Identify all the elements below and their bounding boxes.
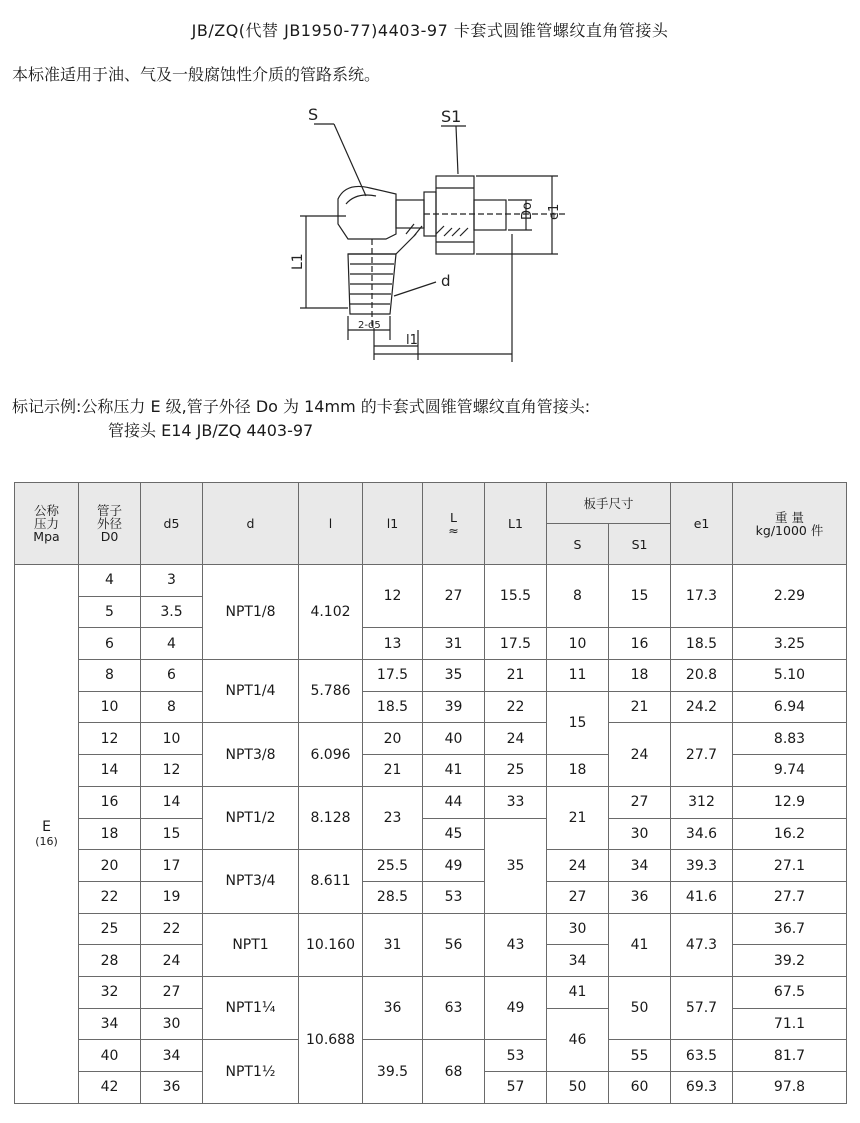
cell-L1: 35 (485, 818, 547, 913)
cell-s: 50 (547, 1072, 609, 1104)
cell-e1: 57.7 (671, 976, 733, 1039)
label-e1: e1 (547, 203, 562, 220)
cell-d0: 40 (79, 1040, 141, 1072)
cell-s1: 36 (609, 881, 671, 913)
cell-d5: 36 (141, 1072, 203, 1104)
cell-s: 30 (547, 913, 609, 945)
cell-d5: 24 (141, 945, 203, 977)
cell-l: 6.096 (299, 723, 363, 786)
cell-s: 11 (547, 660, 609, 692)
cell-s1: 21 (609, 691, 671, 723)
cell-L1: 25 (485, 755, 547, 787)
cell-weight: 27.1 (733, 850, 847, 882)
cell-d5: 34 (141, 1040, 203, 1072)
cell-d5: 3.5 (141, 596, 203, 628)
cell-s: 8 (547, 565, 609, 628)
marking-example-label: 标记示例:公称压力 E 级,管子外径 Do 为 14mm 的卡套式圆锥管螺纹直角管接头: (12, 397, 591, 416)
cell-L1: 17.5 (485, 628, 547, 660)
table-row (15, 818, 847, 850)
header-d: d (203, 483, 299, 565)
cell-e1: 17.3 (671, 565, 733, 628)
cell-L: 41 (423, 755, 485, 787)
cell-d5: 15 (141, 818, 203, 850)
cell-d5: 4 (141, 628, 203, 660)
cell-L1: 57 (485, 1072, 547, 1104)
cell-weight: 9.74 (733, 755, 847, 787)
table-row (15, 565, 847, 597)
cell-L1: 49 (485, 976, 547, 1039)
cell-d0: 12 (79, 723, 141, 755)
cell-d0: 4 (79, 565, 141, 597)
cell-d5: 17 (141, 850, 203, 882)
cell-l1: 20 (363, 723, 423, 755)
header-l: l (299, 483, 363, 565)
cell-s: 27 (547, 881, 609, 913)
cell-L1: 21 (485, 660, 547, 692)
cell-weight: 71.1 (733, 1008, 847, 1040)
cell-d5: 22 (141, 913, 203, 945)
cell-l1: 17.5 (363, 660, 423, 692)
table-row (15, 881, 847, 913)
cell-weight: 2.29 (733, 565, 847, 628)
cell-l1: 36 (363, 976, 423, 1039)
table-row (15, 786, 847, 818)
cell-weight: 39.2 (733, 945, 847, 977)
cell-l1: 12 (363, 565, 423, 628)
cell-e1: 63.5 (671, 1040, 733, 1072)
marking-example-value: 管接头 E14 JB/ZQ 4403-97 (108, 421, 314, 440)
pressure-cell: E (16) (15, 565, 79, 1104)
cell-d5: 8 (141, 691, 203, 723)
spec-table (14, 482, 847, 1104)
cell-e1: 18.5 (671, 628, 733, 660)
cell-s: 46 (547, 1008, 609, 1071)
cell-d0: 34 (79, 1008, 141, 1040)
cell-L: 31 (423, 628, 485, 660)
scope-statement: 本标准适用于油、气及一般腐蚀性介质的管路系统。 (12, 65, 381, 84)
cell-s1: 18 (609, 660, 671, 692)
cell-s: 15 (547, 691, 609, 754)
table-row (15, 723, 847, 755)
cell-s1: 34 (609, 850, 671, 882)
cell-d: NPT1/2 (203, 786, 299, 849)
table-row (15, 913, 847, 945)
cell-L1: 22 (485, 691, 547, 723)
cell-d0: 10 (79, 691, 141, 723)
cell-L: 45 (423, 818, 485, 850)
cell-L: 40 (423, 723, 485, 755)
cell-weight: 36.7 (733, 913, 847, 945)
cell-d0: 14 (79, 755, 141, 787)
cell-L: 44 (423, 786, 485, 818)
table-row (15, 850, 847, 882)
header-l1: l1 (363, 483, 423, 565)
cell-e1: 69.3 (671, 1072, 733, 1104)
cell-L: 49 (423, 850, 485, 882)
cell-d0: 32 (79, 976, 141, 1008)
cell-s: 18 (547, 755, 609, 787)
cell-s: 34 (547, 945, 609, 977)
header-d5: d5 (141, 483, 203, 565)
cell-d5: 10 (141, 723, 203, 755)
cell-d: NPT1½ (203, 1040, 299, 1103)
cell-s1: 60 (609, 1072, 671, 1104)
cell-s1: 16 (609, 628, 671, 660)
cell-l: 4.102 (299, 565, 363, 660)
cell-l: 8.128 (299, 786, 363, 849)
header-L1: L1 (485, 483, 547, 565)
cell-s1: 27 (609, 786, 671, 818)
cell-weight: 3.25 (733, 628, 847, 660)
label-d: d (441, 272, 451, 290)
cell-d0: 28 (79, 945, 141, 977)
label-do: Do (520, 202, 535, 220)
label-l1-upper: L1 (290, 253, 306, 270)
cell-d5: 3 (141, 565, 203, 597)
header-weight: 重 量 kg/1000 件 (733, 483, 847, 565)
cell-d5: 12 (141, 755, 203, 787)
cell-s1: 55 (609, 1040, 671, 1072)
cell-d5: 14 (141, 786, 203, 818)
cell-l1: 13 (363, 628, 423, 660)
cell-d: NPT3/8 (203, 723, 299, 786)
cell-d0: 25 (79, 913, 141, 945)
cell-weight: 6.94 (733, 691, 847, 723)
header-s: S (547, 524, 609, 565)
cell-weight: 12.9 (733, 786, 847, 818)
cell-e1: 312 (671, 786, 733, 818)
cell-d0: 6 (79, 628, 141, 660)
cell-weight: 16.2 (733, 818, 847, 850)
cell-d5: 30 (141, 1008, 203, 1040)
cell-s1: 50 (609, 976, 671, 1039)
header-wrench: 板手尺寸 (547, 483, 671, 524)
cell-e1: 47.3 (671, 913, 733, 976)
cell-s: 21 (547, 786, 609, 849)
cell-e1: 24.2 (671, 691, 733, 723)
cell-s1: 24 (609, 723, 671, 786)
cell-l1: 25.5 (363, 850, 423, 882)
cell-weight: 27.7 (733, 881, 847, 913)
label-s1: S1 (441, 107, 462, 126)
cell-l1: 28.5 (363, 881, 423, 913)
cell-L1: 33 (485, 786, 547, 818)
cell-d5: 27 (141, 976, 203, 1008)
cell-l1: 18.5 (363, 691, 423, 723)
header-s1: S1 (609, 524, 671, 565)
cell-s1: 15 (609, 565, 671, 628)
cell-e1: 41.6 (671, 881, 733, 913)
cell-l1: 31 (363, 913, 423, 976)
cell-l: 8.611 (299, 850, 363, 913)
cell-s1: 41 (609, 913, 671, 976)
cell-s: 10 (547, 628, 609, 660)
cell-L: 68 (423, 1040, 485, 1103)
table-row (15, 976, 847, 1008)
cell-e1: 34.6 (671, 818, 733, 850)
cell-e1: 20.8 (671, 660, 733, 692)
cell-l1: 21 (363, 755, 423, 787)
header-e1: e1 (671, 483, 733, 565)
cell-d0: 18 (79, 818, 141, 850)
cell-l: 10.688 (299, 976, 363, 1103)
cell-e1: 27.7 (671, 723, 733, 786)
cell-l: 10.160 (299, 913, 363, 976)
cell-weight: 5.10 (733, 660, 847, 692)
cell-L: 53 (423, 881, 485, 913)
cell-d0: 16 (79, 786, 141, 818)
table-row (15, 660, 847, 692)
cell-d5: 19 (141, 881, 203, 913)
cell-L1: 43 (485, 913, 547, 976)
header-d0: 管子 外径 D0 (79, 483, 141, 565)
header-L: L ≈ (423, 483, 485, 565)
cell-e1: 39.3 (671, 850, 733, 882)
cell-d: NPT1¼ (203, 976, 299, 1039)
cell-d: NPT1/4 (203, 660, 299, 723)
cell-L: 35 (423, 660, 485, 692)
cell-L1: 24 (485, 723, 547, 755)
cell-L: 56 (423, 913, 485, 976)
table-row (15, 691, 847, 723)
table-row (15, 1040, 847, 1072)
cell-d: NPT1 (203, 913, 299, 976)
cell-weight: 8.83 (733, 723, 847, 755)
cell-d0: 5 (79, 596, 141, 628)
label-2d5: 2-d5 (358, 320, 381, 331)
cell-s1: 30 (609, 818, 671, 850)
cell-d5: 6 (141, 660, 203, 692)
header-pressure: 公称 压力 Mpa (15, 483, 79, 565)
elbow-fitting-drawing (286, 104, 586, 372)
cell-L1: 53 (485, 1040, 547, 1072)
cell-s: 24 (547, 850, 609, 882)
cell-L1: 15.5 (485, 565, 547, 628)
cell-L: 39 (423, 691, 485, 723)
cell-l: 5.786 (299, 660, 363, 723)
document-title: JB/ZQ(代替 JB1950-77)4403-97 卡套式圆锥管螺纹直角管接头 (191, 21, 669, 40)
cell-L: 63 (423, 976, 485, 1039)
cell-d0: 20 (79, 850, 141, 882)
cell-d0: 42 (79, 1072, 141, 1104)
cell-l1: 39.5 (363, 1040, 423, 1103)
table-row (15, 628, 847, 660)
cell-s: 41 (547, 976, 609, 1008)
cell-d0: 8 (79, 660, 141, 692)
cell-d: NPT3/4 (203, 850, 299, 913)
cell-weight: 97.8 (733, 1072, 847, 1104)
cell-l1: 23 (363, 786, 423, 849)
cell-weight: 81.7 (733, 1040, 847, 1072)
label-l1-lower: l1 (406, 333, 418, 348)
cell-d0: 22 (79, 881, 141, 913)
cell-d: NPT1/8 (203, 565, 299, 660)
label-s: S (308, 105, 319, 124)
cell-weight: 67.5 (733, 976, 847, 1008)
cell-L: 27 (423, 565, 485, 628)
